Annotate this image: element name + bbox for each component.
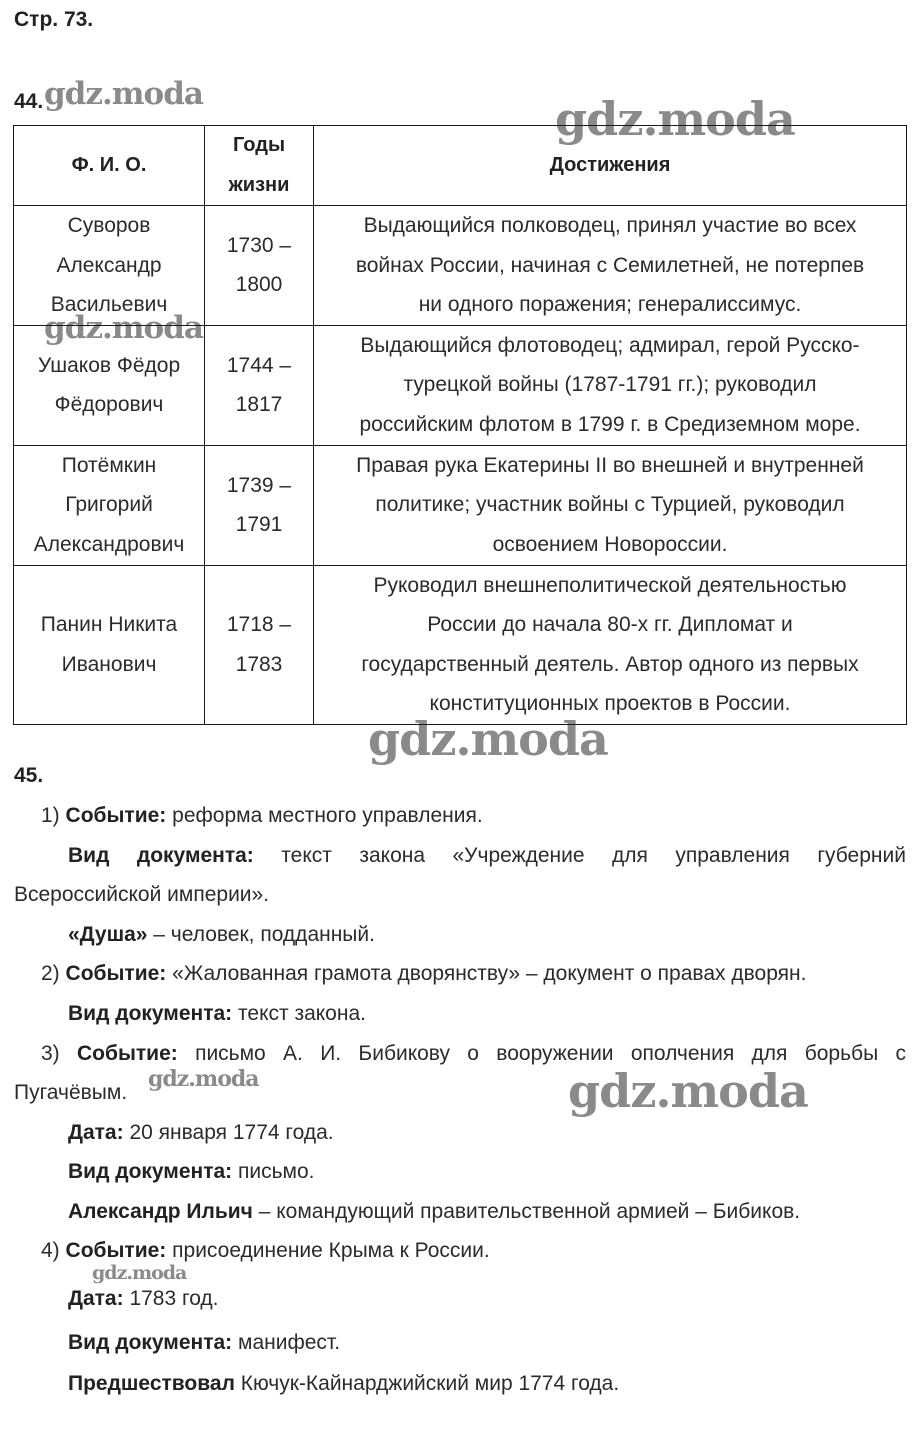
predecessor-text: Кючук-Кайнарджийский мир 1774 года. bbox=[240, 1372, 620, 1395]
item-3-event-cont: Пугачёвым. bbox=[14, 1081, 128, 1104]
column-header-achievements: Достижения bbox=[314, 126, 907, 206]
item-3-date bbox=[68, 1113, 906, 1153]
page-number-header: Стр. 73. bbox=[14, 8, 94, 31]
item-3-event bbox=[41, 1034, 906, 1074]
column-header-years: Годы жизни bbox=[205, 126, 314, 206]
cell-achievements: Выдающийся флотоводец; адмирал, герой Русско- турецкой войны (1787-1791 гг.); руководил российским флотом в 1799 г. в Средиземном море. bbox=[314, 325, 907, 445]
item-1-doctype-cont: Всероссийской империи». bbox=[14, 883, 270, 906]
cell-name: Панин Никита Иванович bbox=[14, 565, 205, 724]
cell-name: Ушаков Фёдор Фёдорович bbox=[14, 325, 205, 445]
watermark: gdz.moda bbox=[44, 76, 203, 112]
item-4-predecessor bbox=[68, 1364, 906, 1404]
event-text: «Жалованная грамота дворянству» – документ о правах дворян. bbox=[172, 962, 807, 985]
doctype-label: Вид документа: bbox=[68, 844, 254, 867]
doctype-text: текст закона. bbox=[238, 1002, 366, 1025]
cell-achievements: Выдающийся полководец, принял участие во всех войнах России, начиная с Семилетней, не потерпев ни одного поражения; генералиссимус. bbox=[314, 206, 907, 326]
doctype-label: Вид документа: bbox=[68, 1331, 233, 1354]
table-row bbox=[14, 565, 907, 724]
date-text: 1783 год. bbox=[129, 1287, 219, 1310]
term-text: – человек, подданный. bbox=[153, 923, 375, 946]
item-1-event bbox=[14, 796, 906, 836]
item-4-date bbox=[68, 1279, 906, 1319]
watermark: gdz.moda bbox=[148, 1066, 259, 1092]
historical-figures-table bbox=[13, 125, 907, 725]
item-3-doctype bbox=[68, 1152, 906, 1192]
cell-years: 1744 – 1817 bbox=[205, 325, 314, 445]
item-1-term bbox=[68, 915, 906, 955]
item-4-doctype bbox=[68, 1323, 906, 1363]
event-label: Событие: bbox=[65, 962, 167, 985]
item-index: 4) bbox=[41, 1239, 60, 1262]
term-text: – командующий правительственной армией – Бибиков. bbox=[258, 1200, 801, 1223]
event-text: реформа местного управления. bbox=[172, 804, 483, 827]
watermark: gdz.moda bbox=[368, 712, 608, 766]
item-3-term bbox=[68, 1192, 906, 1232]
cell-achievements: Руководил внешнеполитической деятельностью России до начала 80-х гг. Дипломат и государственный деятель. Автор одного из первых конституционных проектов в России. bbox=[314, 565, 907, 724]
event-text: присоединение Крыма к России. bbox=[172, 1239, 490, 1262]
watermark: gdz.moda bbox=[555, 92, 795, 146]
table-header-row bbox=[14, 126, 907, 206]
cell-name: Потёмкин Григорий Александрович bbox=[14, 445, 205, 565]
item-1-doctype bbox=[68, 836, 906, 876]
doctype-text: текст закона «Учреждение для управления губерний bbox=[281, 844, 906, 867]
cell-achievements: Правая рука Екатерины II во внешней и внутренней политике; участник войны с Турцией, руководил освоением Новороссии. bbox=[314, 445, 907, 565]
watermark: gdz.moda bbox=[92, 1262, 187, 1284]
event-label: Событие: bbox=[77, 1042, 178, 1065]
date-label: Дата: bbox=[68, 1121, 124, 1144]
doctype-text: манифест. bbox=[238, 1331, 341, 1354]
doctype-label: Вид документа: bbox=[68, 1002, 233, 1025]
item-2-doctype bbox=[68, 994, 906, 1034]
doctype-label: Вид документа: bbox=[68, 1160, 233, 1183]
cell-years: 1718 – 1783 bbox=[205, 565, 314, 724]
item-index: 3) bbox=[41, 1042, 60, 1065]
item-index: 1) bbox=[41, 804, 60, 827]
predecessor-label: Предшествовал bbox=[68, 1372, 235, 1395]
cell-name: Суворов Александр Васильевич bbox=[14, 206, 205, 326]
date-text: 20 января 1774 года. bbox=[129, 1121, 334, 1144]
column-header-name: Ф. И. О. bbox=[14, 126, 205, 206]
date-label: Дата: bbox=[68, 1287, 124, 1310]
table-row bbox=[14, 325, 907, 445]
task-number-44: 44. bbox=[14, 90, 44, 113]
item-2-event bbox=[14, 954, 906, 994]
watermark: gdz.moda bbox=[568, 1064, 808, 1118]
event-label: Событие: bbox=[65, 804, 167, 827]
cell-years: 1739 – 1791 bbox=[205, 445, 314, 565]
item-index: 2) bbox=[41, 962, 60, 985]
cell-years: 1730 – 1800 bbox=[205, 206, 314, 326]
watermark: gdz.moda bbox=[44, 310, 203, 346]
term-label: Александр Ильич bbox=[68, 1200, 253, 1223]
doctype-text: письмо. bbox=[238, 1160, 315, 1183]
table-row bbox=[14, 445, 907, 565]
event-text: письмо А. И. Бибикову о вооружении ополчения для борьбы с bbox=[195, 1042, 906, 1065]
term-label: «Душа» bbox=[68, 923, 148, 946]
item-4-event bbox=[14, 1231, 906, 1271]
task-number-45: 45. bbox=[14, 764, 44, 787]
event-label: Событие: bbox=[65, 1239, 167, 1262]
table-row bbox=[14, 206, 907, 326]
